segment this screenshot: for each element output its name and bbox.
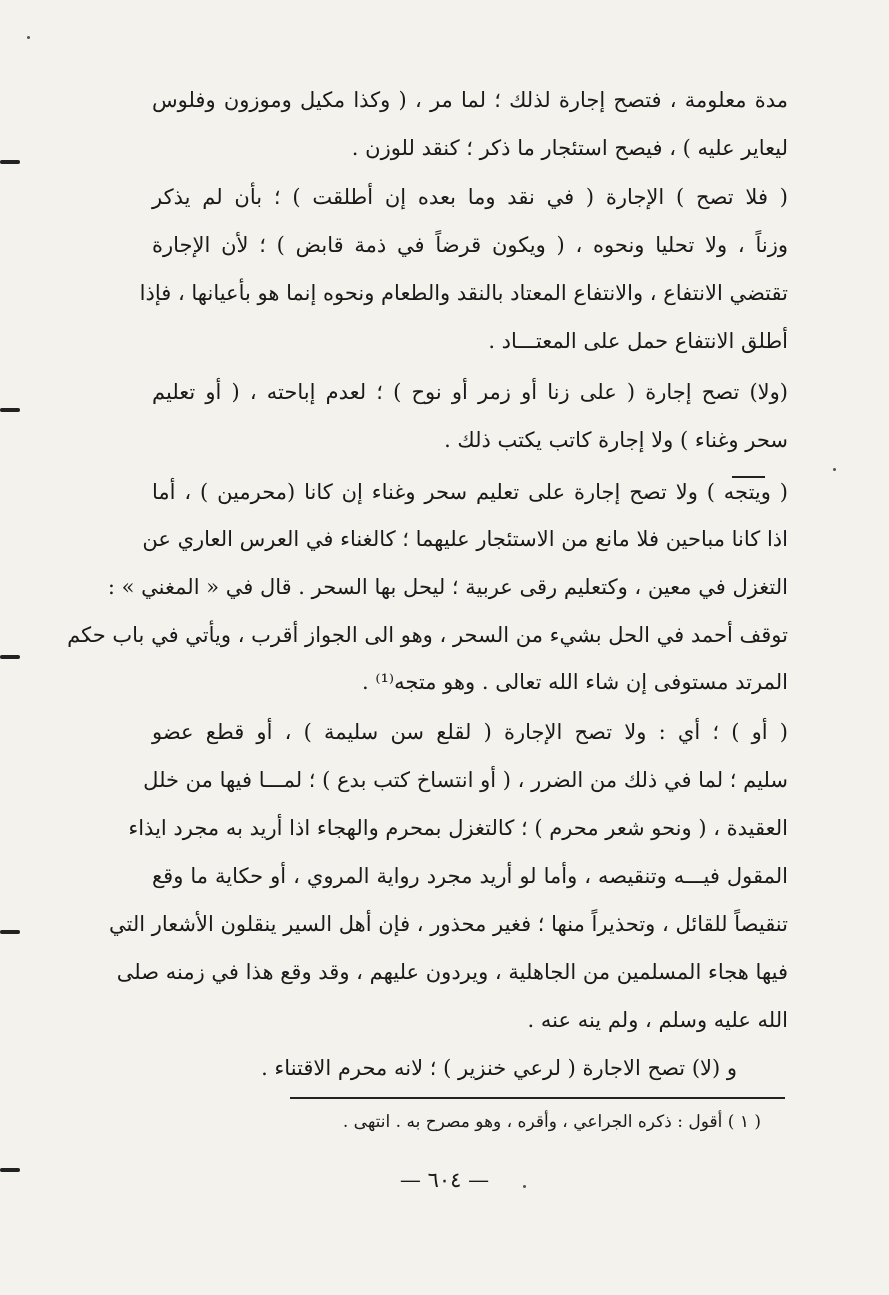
binding-mark xyxy=(0,408,20,412)
footnote-divider xyxy=(290,1097,785,1099)
text-line: التغزل في معين ، وكتعليم رقى عربية ؛ ليحل بها السحر . قال في « المغني » : xyxy=(107,575,788,599)
text-line: العقيدة ، ( ونحو شعر محرم ) ؛ كالتغزل بمحرم والهجاء اذا أريد به مجرد ايذاء xyxy=(128,816,788,840)
binding-mark xyxy=(0,655,20,659)
text-line: ليعاير عليه ) ، فيصح استئجار ما ذكر ؛ كنقد للوزن . xyxy=(351,136,788,160)
text-line: (ولا) تصح إجارة ( على زنا أو زمر أو نوح ) ؛ لعدم إباحته ، ( أو تعليم xyxy=(152,380,788,404)
text-line: سحر وغناء ) ولا إجارة كاتب يكتب ذلك . xyxy=(444,428,788,452)
text-line: فيها هجاء المسلمين من الجاهلية ، ويردون عليهم ، وقد وقع هذا في زمنه صلى xyxy=(116,960,788,984)
text-line: تنقيصاً للقائل ، وتحذيراً منها ؛ فغير محذور ، فإن أهل السير ينقلون الأشعار التي xyxy=(109,912,788,936)
text-line: المقول فيـــه وتنقيصه ، وأما لو أريد مجرد رواية المروي ، أو حكاية ما وقع xyxy=(152,864,788,888)
text-line: سليم ؛ لما في ذلك من الضرر ، ( أو انتساخ كتب بدع ) ؛ لمـــا فيها من خلل xyxy=(143,768,788,792)
binding-mark xyxy=(0,930,20,934)
scan-speck xyxy=(523,1185,526,1188)
text-line: و (لا) تصح الاجارة ( لرعي خنزير ) ؛ لانه محرم الاقتناء . xyxy=(261,1056,737,1080)
binding-mark xyxy=(0,160,20,164)
text-line: اذا كانا مباحين فلا مانع من الاستئجار عليهما ؛ كالغناء في العرس العاري عن xyxy=(142,527,788,551)
text-line: أطلق الانتفاع حمل على المعتـــاد . xyxy=(488,329,788,353)
scan-speck xyxy=(833,468,836,471)
text-line: مدة معلومة ، فتصح إجارة لذلك ؛ لما مر ، ( وكذا مكيل وموزون وفلوس xyxy=(152,88,788,112)
scan-speck xyxy=(27,36,30,39)
binding-mark xyxy=(0,1168,20,1172)
page-number: — ٦٠٤ — xyxy=(399,1168,490,1192)
text-line: المرتد مستوفى إن شاء الله تعالى . وهو متجه⁽¹⁾ . xyxy=(361,670,788,694)
text-line: ( أو ) ؛ أي : ولا تصح الإجارة ( لقلع سن سليمة ) ، أو قطع عضو xyxy=(152,720,788,744)
overline-mark xyxy=(732,476,765,478)
footnote: ( ١ ) أقول : ذكره الجراعي ، وأقره ، وهو مصرح به . انتهى . xyxy=(342,1112,761,1132)
text-line: الله عليه وسلم ، ولم ينه عنه . xyxy=(527,1008,788,1032)
text-line: ( ويتجه ) ولا تصح إجارة على تعليم سحر وغناء إن كانا (محرمين ) ، أما xyxy=(152,480,788,504)
text-line: وزناً ، ولا تحليا ونحوه ، ( ويكون قرضاً في ذمة قابض ) ؛ لأن الإجارة xyxy=(152,233,788,257)
text-line: تقتضي الانتفاع ، والانتفاع المعتاد بالنقد والطعام ونحوه إنما هو بأعيانها ، فإذا xyxy=(139,281,788,305)
text-line: ( فلا تصح ) الإجارة ( في نقد وما بعده إن أطلقت ) ؛ بأن لم يذكر xyxy=(152,185,788,209)
text-line: توقف أحمد في الحل بشيء من السحر ، وهو الى الجواز أقرب ، ويأتي في باب حكم xyxy=(67,623,788,647)
